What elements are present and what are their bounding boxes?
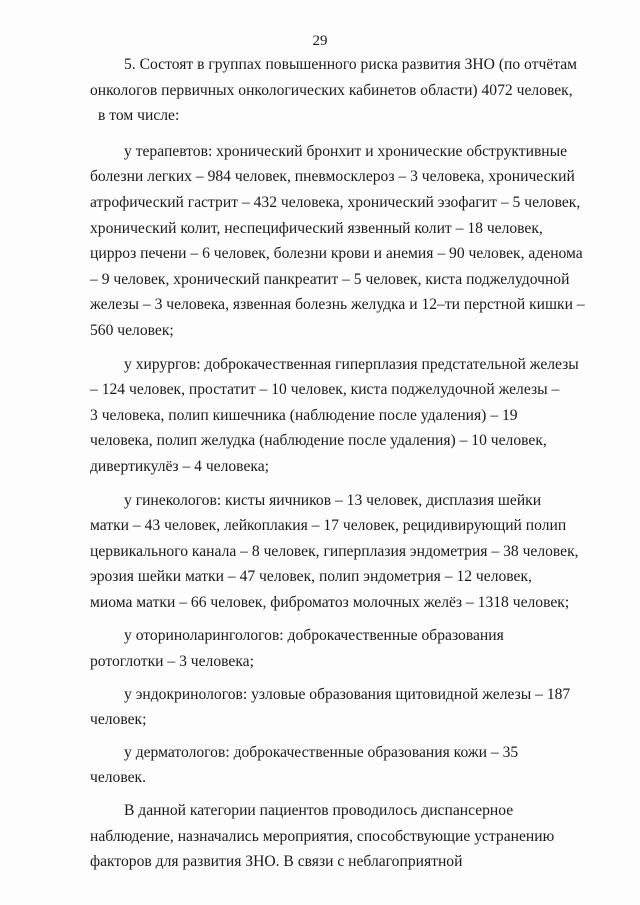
- paragraph-dermatologists: [90, 740, 572, 791]
- text-line: у гинекологов: кисты яичников – 13 человек, дисплазия шейки: [124, 491, 542, 509]
- text-line: эрозия шейки матки – 47 человек, полип эндометрия – 12 человек,: [90, 568, 532, 586]
- paragraph-endocrinologists: [90, 682, 572, 733]
- text-line: – 124 человек, простатит – 10 человек, киста поджелудочной железы –: [90, 381, 560, 399]
- text-line: болезни легких – 984 человек, пневмосклероз – 3 человека, хронический: [90, 168, 575, 186]
- text-line: у терапевтов: хронический бронхит и хронические обструктивные: [124, 142, 568, 160]
- text-line: 3 человека, полип кишечника (наблюдение после удаления) – 19: [90, 406, 518, 424]
- text-line: В данной категории пациентов проводилось диспансерное: [124, 802, 514, 820]
- text-line: – 9 человек, хронический панкреатит – 5 человек, киста поджелудочной: [90, 270, 570, 288]
- paragraph-closing: [90, 798, 572, 875]
- text-line: дивертикулёз – 4 человека;: [90, 457, 269, 475]
- text-line: матки – 43 человек, лейкоплакия – 17 человек, рецидивирующий полип: [90, 517, 567, 535]
- text-line: у эндокринологов: узловые образования щитовидной железы – 187: [124, 685, 571, 703]
- paragraph-therapists: [90, 139, 585, 344]
- text-line: онкологов первичных онкологических кабинетов области) 4072 человек,: [90, 81, 573, 99]
- text-line: 5. Состоят в группах повышенного риска развития ЗНО (по отчётам: [124, 56, 578, 73]
- text-line: человек;: [90, 711, 147, 729]
- text-line: цервикального канала – 8 человек, гиперплазия эндометрия – 38 человек,: [90, 542, 579, 560]
- text-line: наблюдение, назначались мероприятия, способствующие устранению: [90, 827, 555, 845]
- paragraph-ent: [90, 623, 572, 674]
- paragraph-risk-groups-intro: [90, 52, 578, 129]
- document-body: [90, 52, 585, 875]
- text-line: цирроз печени – 6 человек, болезни крови и анемия – 90 человек, аденома: [90, 245, 583, 263]
- paragraph-surgeons: [90, 352, 579, 480]
- text-line: атрофический гастрит – 432 человека, хронический эзофагит – 5 человек,: [90, 193, 581, 211]
- text-line: факторов для развития ЗНО. В связи с неблагоприятной: [90, 853, 463, 871]
- text-line: человека, полип желудка (наблюдение после удаления) – 10 человек,: [90, 432, 547, 450]
- text-line: у оториноларингологов: доброкачественные образования: [124, 627, 504, 645]
- text-line: у хирургов: доброкачественная гиперплазия предстательной железы: [124, 355, 579, 373]
- text-line: ротоглотки – 3 человека;: [90, 653, 254, 671]
- text-line: в том числе:: [98, 107, 180, 125]
- text-line: у дерматологов: доброкачественные образования кожи – 35: [124, 743, 519, 761]
- text-line: железы – 3 человека, язвенная болезнь желудка и 12–ти перстной кишки –: [90, 296, 585, 314]
- text-line: миома матки – 66 человек, фиброматоз молочных желёз – 1318 человек;: [90, 593, 570, 611]
- text-line: человек.: [90, 769, 147, 787]
- text-line: 560 человек;: [90, 321, 174, 339]
- paragraph-gynecologists: [90, 488, 579, 616]
- text-line: хронический колит, неспецифический язвенный колит – 18 человек,: [90, 219, 543, 237]
- page-number: 29: [312, 33, 328, 49]
